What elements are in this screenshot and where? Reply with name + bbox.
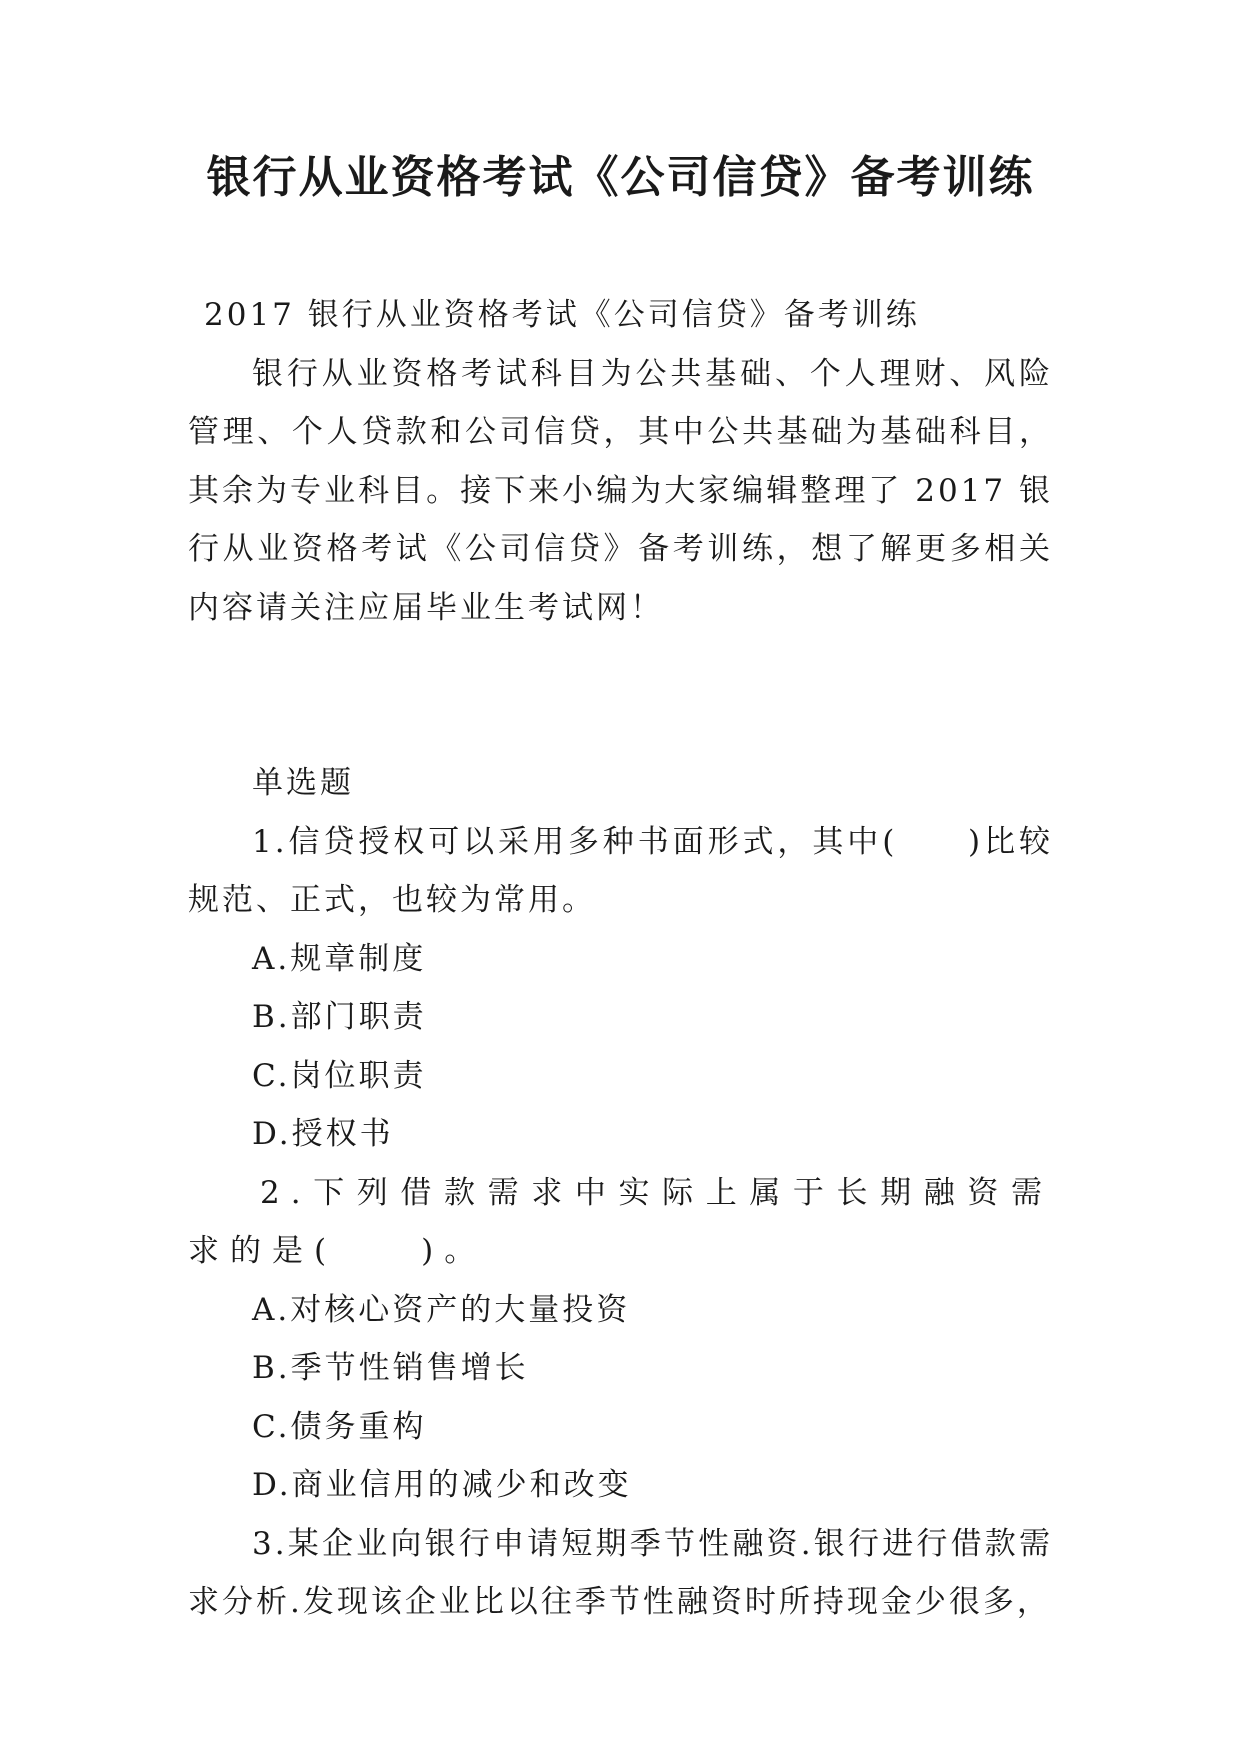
question-stem: 1.信贷授权可以采用多种书面形式，其中( )比较规范、正式，也较为常用。 xyxy=(188,823,1053,918)
section-heading: 单选题 xyxy=(252,765,354,801)
question-option: C.债务重构 xyxy=(252,1408,427,1445)
intro-paragraph: 银行从业资格考试科目为公共基础、个人理财、风险管理、个人贷款和公司信贷，其中公共基础为基础科目，其余为专业科目。接下来小编为大家编辑整理了 2017 银行从业资格考试《公司信贷》备考训练，想了解更多相关内容请关注应届毕业生考试网！ xyxy=(188,355,1053,626)
document-body xyxy=(188,286,1053,1632)
question-option: C.岗位职责 xyxy=(252,1057,427,1094)
question-option: D.商业信用的减少和改变 xyxy=(252,1467,632,1503)
question-option: A.对核心资产的大量投资 xyxy=(252,1291,631,1328)
question-option: A.规章制度 xyxy=(252,940,427,977)
question-stem: 3.某企业向银行申请短期季节性融资.银行进行借款需求分析.发现该企业比以往季节性融资时所持现金少很多， xyxy=(188,1525,1053,1620)
question-option: B.季节性销售增长 xyxy=(252,1350,529,1386)
question-option: B.部门职责 xyxy=(252,999,427,1035)
paragraph-gap xyxy=(188,637,1053,754)
document-subtitle: 2017 银行从业资格考试《公司信贷》备考训练 xyxy=(204,297,920,333)
question-option: D.授权书 xyxy=(252,1116,394,1152)
question-stem: 2.下列借款需求中实际上属于长期融资需求的是( )。 xyxy=(188,1174,1053,1269)
document-title: 银行从业资格考试《公司信贷》备考训练 xyxy=(206,152,1035,203)
